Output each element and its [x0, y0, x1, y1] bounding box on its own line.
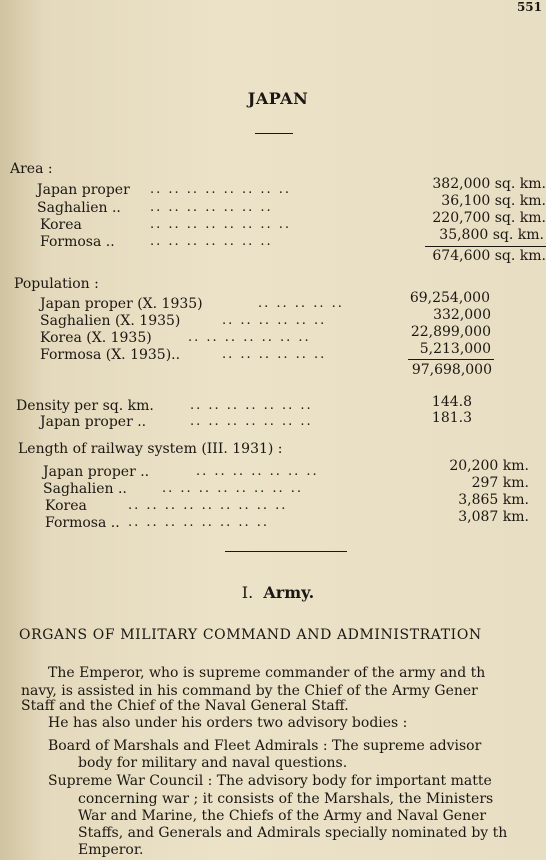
page-number: 551	[516, 0, 542, 14]
leader-dots: .. .. .. .. .. .. .. ..	[150, 217, 292, 232]
organs-heading: ORGANS OF MILITARY COMMAND AND ADMINISTRATION	[19, 627, 482, 643]
area-row-label: Japan proper	[37, 182, 130, 198]
density-heading: Density per sq. km.	[16, 398, 154, 414]
leader-dots: .. .. .. .. .. .. .. ..	[162, 481, 304, 496]
body-line: Emperor.	[78, 842, 144, 858]
leader-dots: .. .. .. .. .. ..	[222, 347, 327, 362]
population-row-label: Formosa (X. 1935)..	[40, 347, 181, 363]
body-line: He has also under his orders two advisory bodies :	[48, 715, 408, 731]
population-row-label: Japan proper (X. 1935)	[40, 296, 203, 312]
density-row-label: Japan proper ..	[40, 414, 147, 430]
railway-row-label: Korea	[45, 498, 87, 514]
area-row-label: Korea	[40, 217, 82, 233]
area-row-value: 36,100 sq. km.	[441, 193, 546, 209]
title-rule	[255, 133, 293, 134]
leader-dots: .. .. .. .. .. .. ..	[150, 200, 273, 215]
area-row-label: Saghalien ..	[37, 200, 121, 216]
railway-row-value: 20,200 km.	[449, 458, 529, 474]
body-line: body for military and naval questions.	[78, 755, 348, 771]
railway-row-value: 3,087 km.	[458, 509, 529, 525]
railway-row-label: Formosa ..	[45, 515, 120, 531]
leader-dots: .. .. .. .. .. .. ..	[190, 398, 313, 413]
population-row-value: 69,254,000	[409, 290, 490, 306]
railway-row-label: Saghalien ..	[43, 481, 127, 497]
population-row-value: 5,213,000	[419, 341, 491, 357]
leader-dots: .. .. .. .. .. .. .. ..	[150, 182, 292, 197]
body-line: War and Marine, the Chiefs of the Army and Naval Gener	[78, 808, 487, 824]
section-title: Army.	[263, 583, 315, 602]
area-total: 674,600 sq. km.	[432, 248, 546, 264]
body-line: Staff and the Chief of the Naval General Staff.	[21, 698, 349, 714]
railway-row-label: Japan proper ..	[43, 464, 150, 480]
population-row-label: Saghalien (X. 1935)	[40, 313, 181, 329]
body-line: The Emperor, who is supreme commander of the army and th	[48, 665, 486, 681]
leader-dots: .. .. .. .. ..	[258, 296, 344, 311]
section-rule	[225, 551, 347, 552]
railway-row-value: 297 km.	[471, 475, 529, 491]
page-title: JAPAN	[247, 89, 309, 108]
railway-heading: Length of railway system (III. 1931) :	[18, 441, 283, 457]
area-heading: Area :	[10, 161, 53, 177]
area-row-value: 382,000 sq. km.	[432, 176, 546, 192]
leader-dots: .. .. .. .. .. ..	[222, 313, 327, 328]
body-line: concerning war ; it consists of the Marshals, the Ministers	[78, 791, 494, 807]
leader-dots: .. .. .. .. .. .. ..	[150, 234, 273, 249]
population-row-label: Korea (X. 1935)	[40, 330, 152, 346]
area-row-value: 35,800 sq. km.	[439, 227, 544, 243]
body-line: Staffs, and Generals and Admirals specially nominated by th	[78, 825, 508, 841]
leader-dots: .. .. .. .. .. .. .. .. ..	[128, 498, 288, 513]
density-row-value: 181.3	[431, 410, 472, 426]
leader-dots: .. .. .. .. .. .. ..	[188, 330, 311, 345]
population-row-value: 332,000	[433, 307, 491, 323]
population-heading: Population :	[14, 276, 99, 292]
leader-dots: .. .. .. .. .. .. ..	[190, 414, 313, 429]
body-line: Board of Marshals and Fleet Admirals : The supreme advisor	[48, 738, 482, 754]
section-heading-army	[0, 583, 546, 602]
section-number: I.	[241, 583, 254, 602]
leader-dots: .. .. .. .. .. .. .. ..	[128, 515, 270, 530]
area-row-label: Formosa ..	[40, 234, 115, 250]
population-total-rule	[408, 359, 494, 360]
railway-row-value: 3,865 km.	[458, 492, 529, 508]
population-row-value: 22,899,000	[410, 324, 491, 340]
area-total-rule	[425, 246, 546, 247]
area-row-value: 220,700 sq. km.	[432, 210, 546, 226]
density-value: 144.8	[431, 394, 472, 410]
body-line: navy, is assisted in his command by the Chief of the Army Gener	[21, 683, 478, 699]
leader-dots: .. .. .. .. .. .. ..	[196, 464, 319, 479]
body-line: Supreme War Council : The advisory body for important matte	[48, 773, 492, 789]
population-total: 97,698,000	[411, 362, 492, 378]
